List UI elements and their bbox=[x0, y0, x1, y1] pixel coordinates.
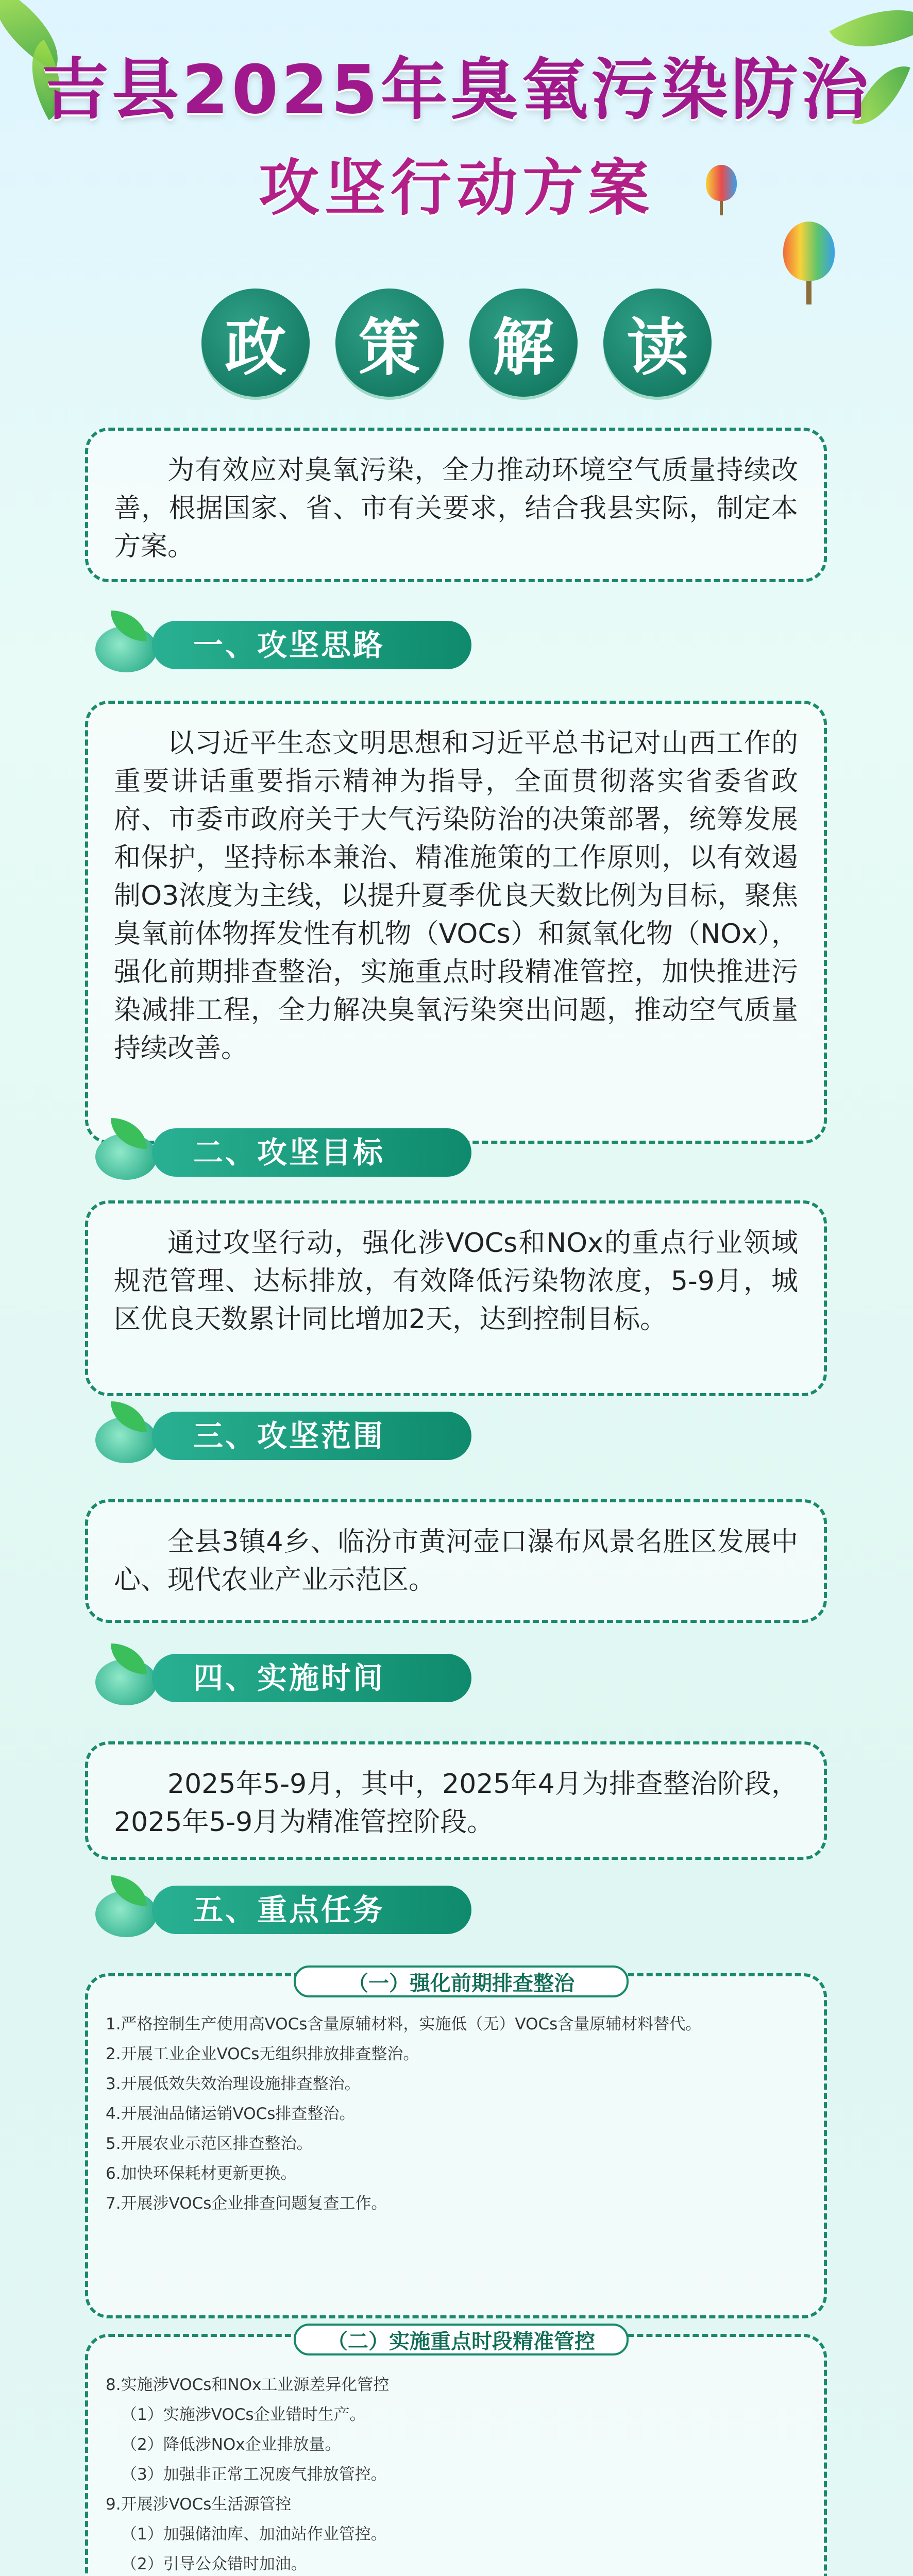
task-item: 8.实施涉VOCs和NOx工业源差异化管控 bbox=[106, 2376, 390, 2394]
section-text: 全县3镇4乡、临汾市黄河壶口瀑布风景名胜区发展中心、现代农业产业示范区。 bbox=[114, 1527, 798, 1596]
task-list-1 bbox=[106, 2009, 827, 2218]
task-item: 3.开展低效失效治理设施排查整治。 bbox=[106, 2075, 361, 2093]
task-item: 2.开展工业企业VOCs无组织排放排查整治。 bbox=[106, 2045, 419, 2063]
intro-text: 为有效应对臭氧污染，全力推动环境空气质量持续改善，根据国家、省、市有关要求，结合我县实际，制定本方案。 bbox=[114, 455, 798, 562]
task-item: （2）降低涉NOx企业排放量。 bbox=[121, 2435, 341, 2454]
task-item: 6.加快环保耗材更新更换。 bbox=[106, 2164, 297, 2183]
task-item: （1）加强储油库、加油站作业管控。 bbox=[121, 2525, 387, 2544]
task-item: 7.开展涉VOCs企业排查问题复查工作。 bbox=[106, 2194, 387, 2213]
section-title: 三、攻坚范围 bbox=[152, 1412, 471, 1460]
section-box-2 bbox=[85, 1200, 827, 1396]
task-item: （1）实施涉VOCs企业错时生产。 bbox=[121, 2405, 366, 2424]
policy-banner bbox=[0, 289, 913, 397]
task-item: 5.开展农业示范区排查整治。 bbox=[106, 2134, 313, 2153]
section-title: 四、实施时间 bbox=[152, 1654, 471, 1702]
section-text: 通过攻坚行动，强化涉VOCs和NOx的重点行业领域规范管理、达标排放，有效降低污染物浓度，5-9月，城区优良天数累计同比增加2天，达到控制目标。 bbox=[114, 1228, 798, 1335]
section-text: 2025年5-9月，其中，2025年4月为排查整治阶段，2025年5-9月为精准管控阶段。 bbox=[114, 1769, 798, 1838]
task-item: （2）引导公众错时加油。 bbox=[121, 2555, 307, 2573]
task-item: （3）加强非正常工况废气排放管控。 bbox=[121, 2465, 387, 2484]
policy-char: 读 bbox=[603, 289, 712, 397]
intro-box bbox=[85, 428, 827, 582]
task-item: 9.开展涉VOCs生活源管控 bbox=[106, 2495, 292, 2514]
task-item: 4.开展油品储运销VOCs排查整治。 bbox=[106, 2105, 356, 2123]
section-title: 二、攻坚目标 bbox=[152, 1128, 471, 1177]
task-list-2 bbox=[106, 2370, 827, 2576]
page-subtitle: 攻坚行动方案 bbox=[258, 152, 654, 224]
policy-char: 解 bbox=[469, 289, 578, 397]
policy-char: 政 bbox=[201, 289, 310, 397]
section-title: 一、攻坚思路 bbox=[152, 621, 471, 669]
section-box-4 bbox=[85, 1741, 827, 1860]
task-group-title-2: （二）实施重点时段精准管控 bbox=[294, 2324, 629, 2355]
policy-char: 策 bbox=[335, 289, 444, 397]
task-group-title-1: （一）强化前期排查整治 bbox=[294, 1965, 629, 1997]
page-title: 吉县2025年臭氧污染防治 bbox=[42, 50, 871, 129]
section-box-3 bbox=[85, 1499, 827, 1623]
section-text: 以习近平生态文明思想和习近平总书记对山西工作的重要讲话重要指示精神为指导，全面贯彻落实省委省政府、市委市政府关于大气污染防治的决策部署，统筹发展和保护，坚持标本兼治、精准施策的工作原则，以有效遏制O3浓度为主线，以提升夏季优良天数比例为目标，聚焦臭氧前体物挥发性有机物（VOCs）和氮氧化物（NOx），强化前期排查整治，实施重点时段精准管控，加快推进污染减排工程，全力解决臭氧污染突出问题，推动空气质量持续改善。 bbox=[114, 728, 798, 1064]
task-item: 1.严格控制生产使用高VOCs含量原辅材料，实施低（无）VOCs含量原辅材料替代。 bbox=[106, 2015, 702, 2033]
balloon-large-icon bbox=[783, 222, 835, 281]
section-title: 五、重点任务 bbox=[152, 1886, 471, 1934]
section-box-1 bbox=[85, 701, 827, 1144]
